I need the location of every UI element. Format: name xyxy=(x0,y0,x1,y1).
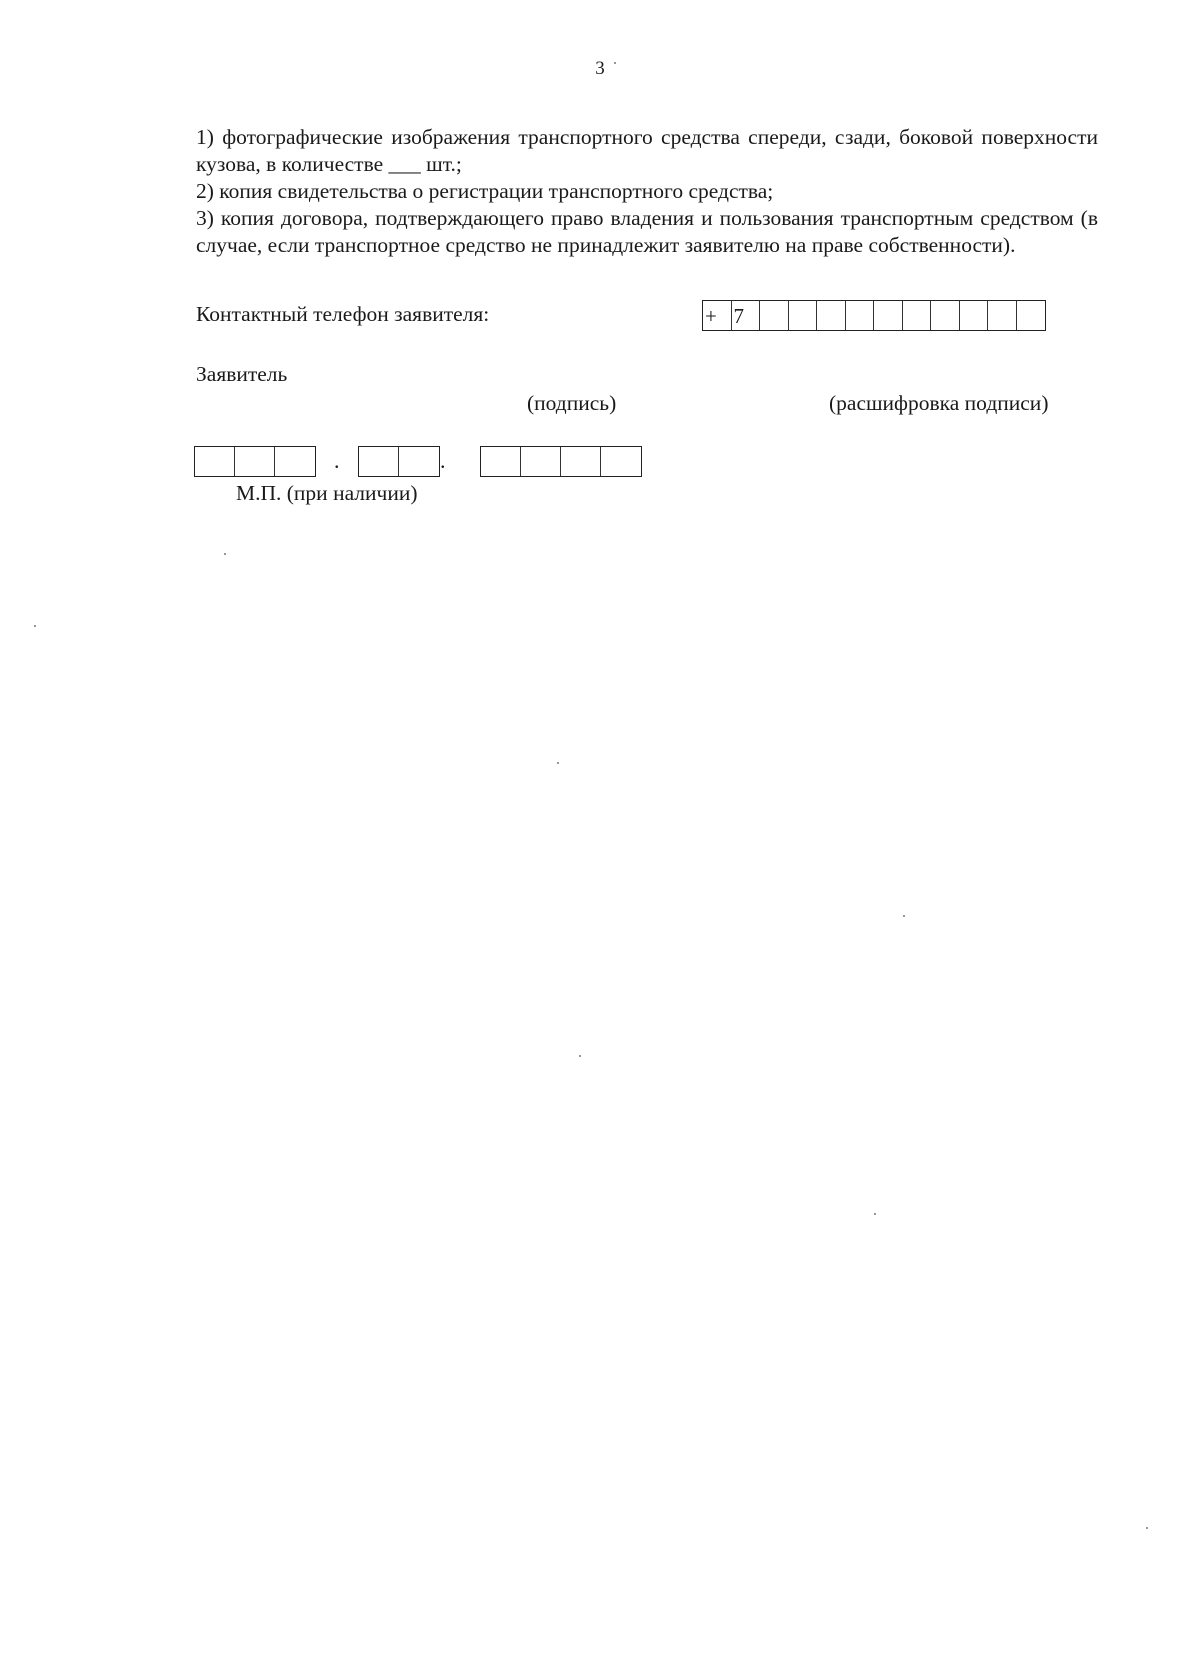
date-cell[interactable] xyxy=(359,447,399,476)
stamp-label: М.П. (при наличии) xyxy=(236,481,418,505)
phone-cell[interactable] xyxy=(846,301,875,330)
date-cell[interactable] xyxy=(521,447,561,476)
date-cell[interactable] xyxy=(601,447,641,476)
phone-cell[interactable] xyxy=(874,301,903,330)
scan-speck xyxy=(903,915,905,917)
signature-caption: (подпись) xyxy=(527,391,617,415)
date-cell[interactable] xyxy=(561,447,601,476)
scan-speck xyxy=(874,1213,876,1215)
phone-cell[interactable] xyxy=(931,301,960,330)
scan-speck xyxy=(224,553,226,555)
scan-speck xyxy=(1146,1527,1148,1529)
date-month-boxes[interactable] xyxy=(358,446,440,477)
phone-cell-plus: + xyxy=(703,301,732,330)
scan-speck xyxy=(34,625,36,627)
date-cell[interactable] xyxy=(195,447,235,476)
phone-input-boxes[interactable] xyxy=(702,300,1046,331)
date-separator: . xyxy=(334,448,340,473)
date-separator: . xyxy=(440,448,446,473)
phone-cell-country: 7 xyxy=(732,301,761,330)
phone-cell[interactable] xyxy=(988,301,1017,330)
signature-decoding-caption: (расшифровка подписи) xyxy=(829,391,1049,415)
attachment-item-photos: 1) фотографические изображения транспортного средства спереди, сзади, боковой поверхности кузова, в количестве ___ шт.; xyxy=(196,125,1098,176)
phone-cell[interactable] xyxy=(903,301,932,330)
phone-cell[interactable] xyxy=(789,301,818,330)
phone-cell[interactable] xyxy=(960,301,989,330)
date-cell[interactable] xyxy=(481,447,521,476)
phone-label: Контактный телефон заявителя: xyxy=(196,302,490,326)
attachments-list xyxy=(196,124,1098,259)
phone-cell[interactable] xyxy=(817,301,846,330)
date-day-month-boxes[interactable] xyxy=(194,446,316,477)
attachment-item-contract: 3) копия договора, подтверждающего право владения и пользования транспортным средством (в случае, если транспортное средство не принадлежит заявителю на праве собственности). xyxy=(196,206,1098,257)
date-cell[interactable] xyxy=(275,447,315,476)
date-cell[interactable] xyxy=(399,447,439,476)
scan-speck xyxy=(614,62,616,64)
date-cell[interactable] xyxy=(235,447,275,476)
applicant-label: Заявитель xyxy=(196,362,288,386)
page-number: 3 xyxy=(595,58,605,79)
scan-speck xyxy=(579,1055,581,1057)
phone-cell[interactable] xyxy=(760,301,789,330)
phone-cell[interactable] xyxy=(1017,301,1046,330)
attachment-item-registration: 2) копия свидетельства о регистрации транспортного средства; xyxy=(196,179,774,203)
scan-speck xyxy=(557,762,559,764)
phone-row xyxy=(196,300,1098,334)
date-year-boxes[interactable] xyxy=(480,446,642,477)
